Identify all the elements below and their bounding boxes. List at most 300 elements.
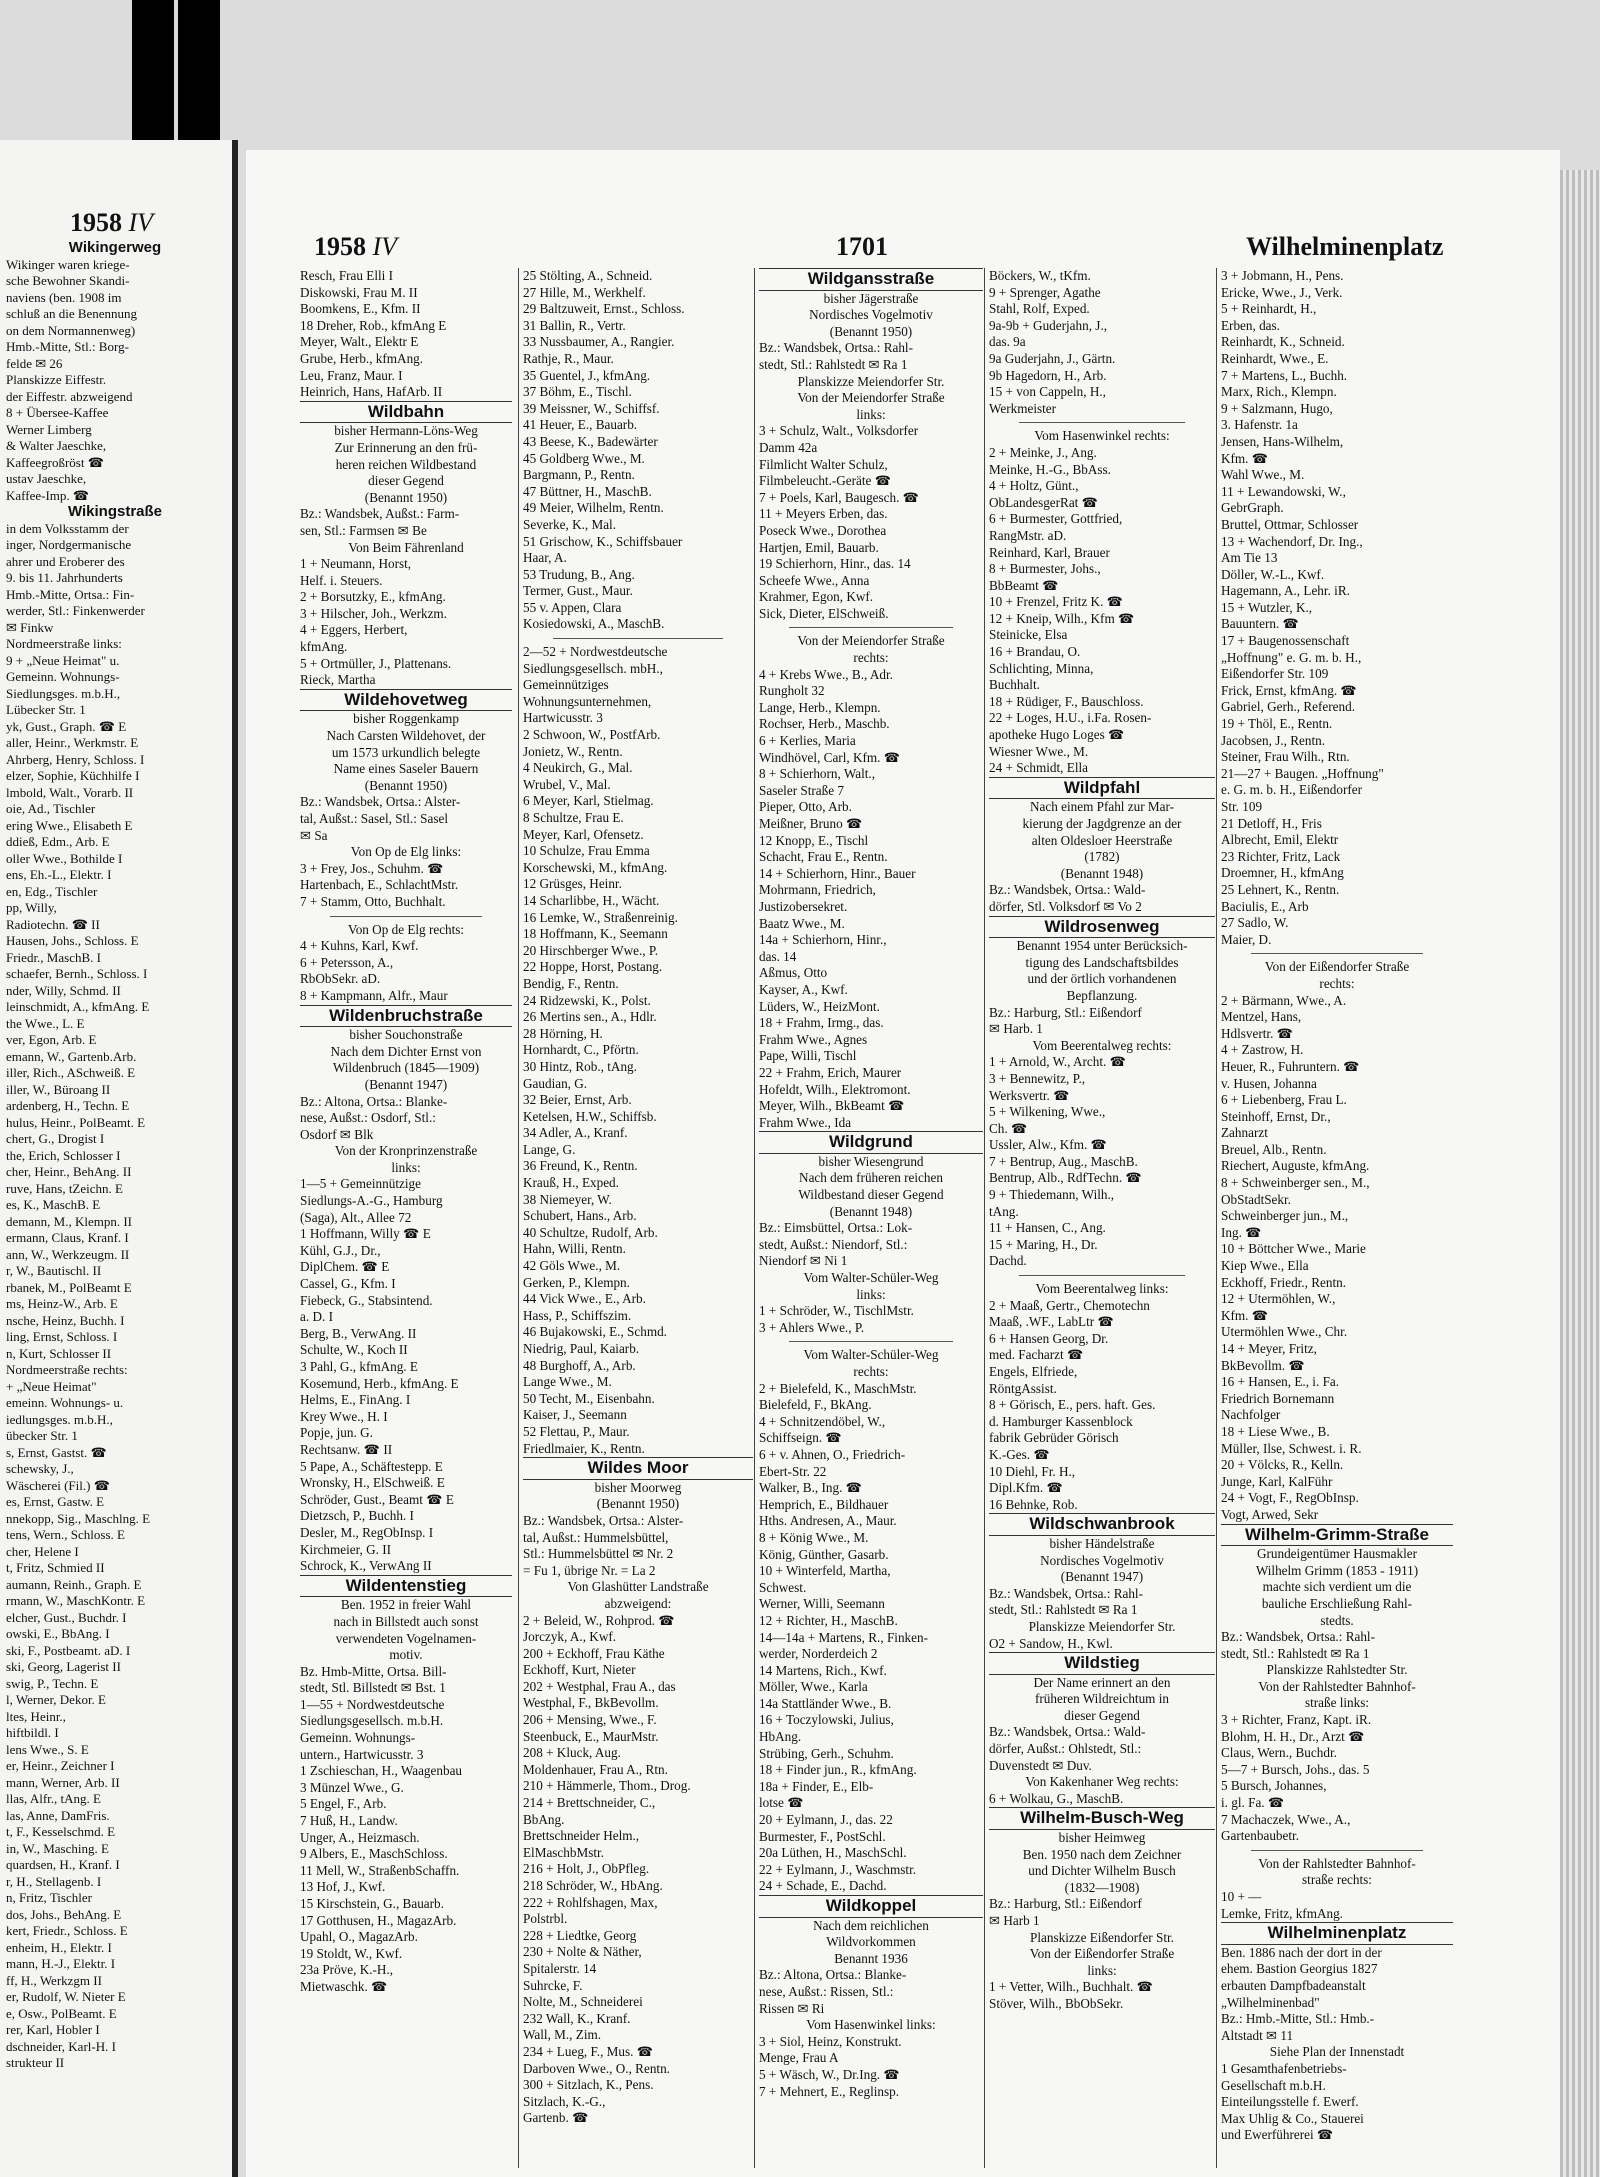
resident-entry: 52 Flettau, P., Maur. <box>523 1423 630 1439</box>
resident-entry: 45 Goldberg Wwe., M. <box>523 450 645 466</box>
resident-entry: 10 Schulze, Frau Emma <box>523 843 650 859</box>
left-page-line: demann, M., Klempn. II <box>6 1213 133 1229</box>
street-note: verwendeten Vogelnamen- <box>335 1630 477 1646</box>
left-page-line: oller Wwe., Bothilde I <box>6 850 123 866</box>
resident-entry: Dachd. <box>989 1253 1027 1269</box>
resident-entry: 1 Hoffmann, Willy ☎ E <box>300 1226 431 1242</box>
left-page-line: on dem Normannenweg) <box>6 322 136 338</box>
section-divider <box>553 638 723 639</box>
left-page-line: Wäscherei (Fil.) ☎ <box>6 1477 110 1493</box>
resident-entry: 16 + Brandau, O. <box>989 644 1081 660</box>
resident-entry: Lange, Herb., Klempn. <box>759 699 881 715</box>
street-note: bauliche Erschließung Rahl- <box>1261 1595 1413 1611</box>
resident-entry: Möller, Wwe., Karla <box>759 1679 868 1695</box>
binding-strip-left <box>132 0 174 150</box>
resident-entry: Stl.: Hummelsbüttel ✉ Nr. 2 <box>523 1546 674 1562</box>
left-page-line: Planskizze Eiffestr. <box>6 372 107 387</box>
resident-entry: Nolte, M., Schneiderei <box>523 1994 643 2010</box>
column-2 <box>518 268 753 2168</box>
resident-entry: 3 + Frey, Jos., Schuhm. ☎ <box>300 860 444 876</box>
left-page-line: schluß an die Benennung <box>6 306 138 321</box>
resident-entry: Max Uhlig & Co., Stauerei <box>1221 2110 1364 2126</box>
resident-entry: Bz.: Wandsbek, Ortsa.: Alster- <box>523 1512 684 1528</box>
left-page-line: ustav Jaeschke, <box>6 471 87 486</box>
street-note: Der Name erinnert an den <box>1033 1674 1171 1690</box>
resident-entry: BbBeamt ☎ <box>989 577 1059 593</box>
left-page-line: felde ✉ 26 <box>6 355 63 371</box>
resident-entry: Duvenstedt ✉ Duv. <box>989 1757 1092 1773</box>
resident-entry: Marx, Rich., Klempn. <box>1221 384 1337 400</box>
left-page-line: r, H., Stellagenb. I <box>6 1873 102 1889</box>
resident-entry: Upahl, O., MagazArb. <box>300 1929 418 1945</box>
resident-entry: 15 + Wutzler, K., <box>1221 599 1313 615</box>
resident-entry: Schröder, Gust., Beamt ☎ E <box>300 1491 454 1507</box>
resident-entry: 202 + Westphal, Frau A., das <box>523 1678 676 1694</box>
resident-entry: Leu, Franz, Maur. I <box>300 367 403 383</box>
left-page-line: iller, Rich., ASchweiß. E <box>6 1065 136 1080</box>
street-note: bisher Roggenkamp <box>353 711 459 727</box>
resident-entry: fabrik Gebrüder Görisch <box>989 1430 1119 1446</box>
street-note: rechts: <box>1319 975 1355 991</box>
street-note: Nach dem reichlichen <box>813 1917 929 1933</box>
left-page-line: lens Wwe., S. E <box>6 1741 89 1757</box>
resident-entry: RangMstr. aD. <box>989 527 1067 543</box>
resident-entry: Bauuntern. ☎ <box>1221 616 1299 632</box>
resident-entry: Gartenbaubetr. <box>1221 1828 1299 1844</box>
resident-entry: Fiebeck, G., Stabsintend. <box>300 1292 433 1308</box>
resident-entry: 3 + Jobmann, H., Pens. <box>1221 268 1344 283</box>
resident-entry: 14 + Meyer, Fritz, <box>1221 1341 1317 1356</box>
resident-entry: Schiffseign. ☎ <box>759 1430 842 1446</box>
resident-entry: Meinke, H.-G., BbAss. <box>989 461 1111 477</box>
left-page-line: Gemeinn. Wohnungs- <box>6 669 120 684</box>
resident-entry: Bentrup, Alb., RdfTechn. ☎ <box>989 1170 1142 1186</box>
resident-entry: Wrubel, V., Mal. <box>523 776 611 792</box>
resident-entry: Spitalerstr. 14 <box>523 1960 597 1976</box>
street-note: Wildbestand dieser Gegend <box>798 1187 944 1203</box>
resident-entry: Maier, D. <box>1221 931 1272 947</box>
resident-entry: stedt, Stl.: Rahlstedt ✉ Ra 1 <box>1221 1645 1370 1661</box>
resident-entry: med. Facharzt ☎ <box>989 1347 1084 1363</box>
resident-entry: 222 + Rohlfshagen, Max, <box>523 1894 658 1910</box>
resident-entry: Engels, Elfriede, <box>989 1364 1078 1379</box>
street-heading: Wildkoppel <box>759 1895 983 1918</box>
left-page-line: Nordmeerstraße links: <box>6 636 122 651</box>
resident-entry: Dipl.Kfm. ☎ <box>989 1480 1063 1496</box>
resident-entry: 11 Mell, W., StraßenbSchaffn. <box>300 1862 460 1878</box>
resident-entry: Termer, Gust., Maur. <box>523 583 633 599</box>
resident-entry: 6 + Burmester, Gottfried, <box>989 511 1123 527</box>
left-page-line: in dem Volksstamm der <box>6 520 129 536</box>
left-page-line: Siedlungsges. m.b.H., <box>6 685 121 701</box>
left-page-line: der Eiffestr. abzweigend <box>6 388 133 404</box>
left-page-line: ddieß, Edm., Arb. E <box>6 834 110 849</box>
resident-entry: Steiner, Frau Wilh., Rtn. <box>1221 749 1350 765</box>
resident-entry: 22 Hoppe, Horst, Postang. <box>523 959 663 975</box>
section-divider <box>789 1341 953 1342</box>
left-page-line: Nordmeerstraße rechts: <box>6 1362 128 1377</box>
resident-entry: 8 Schultze, Frau E. <box>523 810 624 825</box>
resident-entry: 8 + Görisch, E., pers. haft. Ges. <box>989 1397 1156 1413</box>
street-heading: Wilhelminenplatz <box>1221 1922 1453 1945</box>
resident-entry: Bz.: Wandsbek, Außst.: Farm- <box>300 506 460 522</box>
street-note: Grundeigentümer Hausmakler <box>1256 1546 1418 1562</box>
resident-entry: 33 Nussbaumer, A., Rangier. <box>523 334 675 350</box>
left-page-line: Radiotechn. ☎ II <box>6 916 100 932</box>
street-note: Benannt 1936 <box>834 1950 908 1966</box>
resident-entry: 7 Machaczek, Wwe., A., <box>1221 1811 1351 1827</box>
left-page-line: tens, Wern., Schloss. E <box>6 1527 125 1542</box>
resident-entry: 3 + Schulz, Walt., Volksdorfer <box>759 423 919 439</box>
street-note: links: <box>1087 1962 1117 1978</box>
resident-entry: v. Husen, Johanna <box>1221 1075 1317 1091</box>
left-page-line: Hmb.-Mitte, Stl.: Borg- <box>6 339 129 354</box>
resident-entry: Reinhardt, K., Schneid. <box>1221 334 1345 350</box>
resident-entry: Kirchmeier, G. II <box>300 1541 392 1557</box>
resident-entry: 11 + Meyers Erben, das. <box>759 506 888 522</box>
resident-entry: Bz.: Eimsbüttel, Ortsa.: Lok- <box>759 1220 913 1236</box>
resident-entry: Walker, B., Ing. ☎ <box>759 1480 863 1496</box>
resident-entry: Bz. Hmb-Mitte, Ortsa. Bill- <box>300 1663 447 1679</box>
resident-entry: 5 + Wäsch, W., Dr.Ing. ☎ <box>759 2066 900 2082</box>
left-page-line: ardenberg, H., Techn. E <box>6 1098 130 1113</box>
left-page-line: ermann, Claus, Kranf. I <box>6 1230 129 1245</box>
left-page-line: s, Ernst, Gastst. ☎ <box>6 1444 107 1460</box>
street-note: Nach dem früheren reichen <box>799 1170 943 1186</box>
resident-entry: 4 + Eggers, Herbert, <box>300 622 408 638</box>
resident-entry: Cassel, G., Kfm. I <box>300 1276 396 1292</box>
left-page-line: hulus, Heinr., PolBeamt. E <box>6 1114 146 1130</box>
street-heading: Wildstieg <box>989 1652 1215 1675</box>
resident-entry: Saseler Straße 7 <box>759 782 844 798</box>
resident-entry: RöntgAssist. <box>989 1380 1057 1396</box>
resident-entry: Sitzlach, K.-G., <box>523 2093 606 2109</box>
resident-entry: Riechert, Auguste, kfmAng. <box>1221 1158 1370 1174</box>
street-heading: Wildenbruchstraße <box>300 1005 512 1028</box>
street-note: (Benannt 1950) <box>596 1496 680 1512</box>
left-page-line: ens, Eh.-L., Elektr. I <box>6 867 112 882</box>
resident-entry: 22 + Eylmann, J., Waschmstr. <box>759 1861 917 1877</box>
street-note: und der örtlich vorhandenen <box>1027 971 1177 987</box>
resident-entry: 21—27 + Baugen. „Hoffnung" <box>1221 765 1384 781</box>
resident-entry: Gabriel, Gerh., Referend. <box>1221 699 1356 715</box>
resident-entry: 2—52 + Nordwestdeutsche <box>523 644 668 660</box>
street-note: rechts: <box>853 650 889 666</box>
resident-entry: 3 + Richter, Franz, Kapt. iR. <box>1221 1712 1372 1728</box>
resident-entry: Pieper, Otto, Arb. <box>759 799 852 815</box>
resident-entry: Lange, G. <box>523 1141 576 1157</box>
resident-entry: 10 + Frenzel, Fritz K. ☎ <box>989 594 1124 610</box>
resident-entry: 1 Zschieschan, H., Waagenbau <box>300 1763 463 1779</box>
resident-entry: 8 + König Wwe., M. <box>759 1529 869 1545</box>
resident-entry: 26 Mertins sen., A., Hdlr. <box>523 1009 657 1025</box>
resident-entry: 38 Niemeyer, W. <box>523 1191 612 1207</box>
resident-entry: 27 Sadlo, W. <box>1221 915 1289 931</box>
street-note: um 1573 urkundlich belegte <box>331 744 481 760</box>
resident-entry: Hartwicusstr. 3 <box>523 710 603 726</box>
resident-entry: 8 + Schweinberger sen., M., <box>1221 1175 1370 1191</box>
resident-entry: Steinhoff, Ernst, Dr., <box>1221 1108 1331 1124</box>
resident-entry: apotheke Hugo Loges ☎ <box>989 727 1125 743</box>
resident-entry: Boomkens, E., Kfm. II <box>300 301 421 317</box>
left-page-line: en, Edg., Tischler <box>6 883 98 899</box>
resident-entry: „Hoffnung" e. G. m. b. H., <box>1221 649 1362 665</box>
resident-entry: untern., Hartwicusstr. 3 <box>300 1746 424 1762</box>
resident-entry: Aßmus, Otto <box>759 965 828 981</box>
resident-entry: Gerken, P., Klempn. <box>523 1274 630 1290</box>
resident-entry: ElMaschbMstr. <box>523 1844 604 1860</box>
resident-entry: 5 + Reinhardt, H., <box>1221 301 1317 317</box>
resident-entry: Siedlungsgesellsch. mbH., <box>523 660 663 676</box>
resident-entry: 4 + Kuhns, Karl, Kwf. <box>300 938 419 954</box>
street-note: Siehe Plan der Innenstadt <box>1269 2044 1405 2060</box>
resident-entry: Haar, A. <box>523 550 567 566</box>
resident-entry: Hofeldt, Wilh., Elektromont. <box>759 1081 911 1097</box>
resident-entry: das. 14 <box>759 948 797 964</box>
resident-entry: 9a-9b + Guderjahn, J., <box>989 317 1108 333</box>
resident-entry: 300 + Sitzlach, K., Pens. <box>523 2077 654 2093</box>
left-page-line: ltes, Heinr., <box>6 1708 66 1724</box>
resident-entry: Ussler, Alw., Kfm. ☎ <box>989 1137 1107 1153</box>
resident-entry: 11 + Hansen, C., Ang. <box>989 1220 1106 1236</box>
resident-entry: Gartenb. ☎ <box>523 2110 589 2126</box>
left-page-line: mann, Werner, Arb. II <box>6 1774 120 1790</box>
resident-entry: tal, Außst.: Sasel, Stl.: Sasel <box>300 811 448 826</box>
street-note: kierung der Jagdgrenze an der <box>1022 816 1182 831</box>
resident-entry: 37 Böhm, E., Tischl. <box>523 384 632 400</box>
section-divider <box>789 627 953 628</box>
left-page-line: 9 + „Neue Heimat" u. <box>6 652 120 668</box>
resident-entry: 234 + Lueg, F., Mus. ☎ <box>523 2043 654 2059</box>
resident-entry: BkBevollm. ☎ <box>1221 1357 1305 1373</box>
street-note: bisher Moorweg <box>594 1479 682 1495</box>
street-heading: Wildrosenweg <box>989 916 1215 939</box>
resident-entry: Ben. 1886 nach der dort in der <box>1221 1944 1382 1960</box>
street-note: Nach Carsten Wildehovet, der <box>326 728 486 744</box>
resident-entry: Ch. ☎ <box>989 1120 1028 1136</box>
resident-entry: DiplChem. ☎ E <box>300 1259 390 1275</box>
resident-entry: 10 + Böttcher Wwe., Marie <box>1221 1241 1366 1257</box>
column-3 <box>754 268 983 2168</box>
resident-entry: Hahn, Willi, Rentn. <box>523 1241 626 1257</box>
street-note: Ben. 1952 in freier Wahl <box>340 1597 472 1613</box>
resident-entry: Gemeinn. Wohnungs- <box>300 1730 416 1746</box>
left-page-line: t, F., Kesselschmd. E <box>6 1824 116 1839</box>
column-1 <box>300 268 512 2168</box>
resident-entry: 6 Meyer, Karl, Stielmag. <box>523 793 654 809</box>
resident-entry: Bz.: Wandsbek, Ortsa.: Wald- <box>989 882 1146 898</box>
left-page-line: the, Erich, Schlosser I <box>6 1147 121 1163</box>
left-page-line: dschneider, Karl-H. I <box>6 2038 116 2054</box>
resident-entry: 4 + Zastrow, H. <box>1221 1042 1304 1058</box>
resident-entry: 43 Beese, K., Badewärter <box>523 433 658 449</box>
left-page-header <box>70 208 153 238</box>
left-page <box>0 140 238 2177</box>
left-page-line: llas, Alfr., tAng. E <box>6 1791 101 1806</box>
left-page-line: ling, Ernst, Schloss. I <box>6 1329 118 1344</box>
resident-entry: Rochser, Herb., Maschb. <box>759 716 890 732</box>
resident-entry: Bz.: Altona, Ortsa.: Blanke- <box>759 1967 907 1983</box>
resident-entry: Nachfolger <box>1221 1407 1281 1423</box>
resident-entry: Lemke, Fritz, kfmAng. <box>1221 1905 1343 1921</box>
resident-entry: 2 + Beleid, W., Rohprod. ☎ <box>523 1612 675 1628</box>
resident-entry: 2 + Meinke, J., Ang. <box>989 444 1097 460</box>
resident-entry: Hartenbach, E., SchlachtMstr. <box>300 877 459 893</box>
resident-entry: Bielefeld, F., BkAng. <box>759 1397 872 1413</box>
resident-entry: Niedrig, Paul, Kaiarb. <box>523 1341 640 1356</box>
resident-entry: Severke, K., Mal. <box>523 516 617 532</box>
street-note: Wildenbruch (1845—1909) <box>332 1060 480 1076</box>
resident-entry: 35 Guentel, J., kfmAng. <box>523 367 651 383</box>
left-page-line: 9. bis 11. Jahrhunderts <box>6 570 123 585</box>
resident-entry: 9b Hagedorn, H., Arb. <box>989 367 1107 383</box>
resident-entry: 20 + Eylmann, J., das. 22 <box>759 1812 893 1828</box>
left-page-line: owski, E., BbAng. I <box>6 1626 110 1641</box>
street-note: straße rechts: <box>1302 1872 1372 1888</box>
street-heading: Wildgrund <box>759 1131 983 1154</box>
street-note: alten Oldesloer Heerstraße <box>1031 832 1173 848</box>
left-page-line: + „Neue Heimat" <box>6 1378 97 1394</box>
resident-entry: 12 + Kneip, Wilh., Kfm ☎ <box>989 610 1135 626</box>
street-note: Zur Erinnerung an den frü- <box>334 439 478 455</box>
resident-entry: Grube, Herb., kfmAng. <box>300 350 424 366</box>
resident-entry: dörfer, Stl. Volksdorf ✉ Vo 2 <box>989 898 1142 914</box>
resident-entry: Kfm. ☎ <box>1221 450 1269 466</box>
resident-entry: Burmester, F., PostSchl. <box>759 1828 886 1844</box>
resident-entry: Bz.: Harburg, Stl.: Eißendorf <box>989 1004 1142 1020</box>
street-note: Ben. 1950 nach dem Zeichner <box>1022 1846 1182 1862</box>
resident-entry: 9 + Sprenger, Agathe <box>989 284 1101 300</box>
resident-entry: Döller, W.-L., Kwf. <box>1221 566 1325 582</box>
street-note: Von Op de Elg rechts: <box>347 921 465 937</box>
resident-entry: 9a Guderjahn, J., Gärtn. <box>989 350 1116 366</box>
resident-entry: 7 Huß, H., Landw. <box>300 1813 398 1829</box>
left-page-line: inger, Nordgermanische <box>6 537 132 552</box>
resident-entry: 9 + Salzmann, Hugo, <box>1221 400 1333 416</box>
resident-entry: „Wilhelminenbad" <box>1221 1994 1320 2010</box>
resident-entry: 3 + Bennewitz, P., <box>989 1070 1086 1086</box>
resident-entry: Hass, P., Schiffszim. <box>523 1307 632 1323</box>
left-page-line: schaefer, Bernh., Schloss. I <box>6 966 148 981</box>
resident-entry: 47 Büttner, H., MaschB. <box>523 483 652 499</box>
resident-entry: 20a Lüthen, H., MaschSchl. <box>759 1845 907 1861</box>
street-note: Von Op de Elg links: <box>350 844 462 860</box>
resident-entry: 232 Wall, K., Kranf. <box>523 2010 631 2026</box>
left-page-line: 8 + Übersee-Kaffee <box>6 405 109 420</box>
left-page-line: las, Anne, DamFris. <box>6 1807 110 1823</box>
section-divider <box>1019 422 1185 423</box>
left-page-year: 1958 <box>70 208 122 237</box>
resident-entry: 20 + Völcks, R., Kelln. <box>1221 1457 1344 1473</box>
resident-entry: Hemprich, E., Bildhauer <box>759 1496 889 1512</box>
left-page-line: nsche, Heinz, Buchh. I <box>6 1312 125 1328</box>
resident-entry: Jacobsen, J., Rentn. <box>1221 732 1326 748</box>
resident-entry: 14 Martens, Rich., Kwf. <box>759 1662 887 1678</box>
resident-entry: Rechtsanw. ☎ II <box>300 1441 393 1457</box>
resident-entry: Bz.: Wandsbek, Ortsa.: Alster- <box>300 794 461 810</box>
resident-entry: Am Tie 13 <box>1221 550 1278 566</box>
resident-entry: Werksvertr. ☎ <box>989 1087 1070 1103</box>
resident-entry: 18 + Liese Wwe., B. <box>1221 1423 1330 1439</box>
street-note: (1782) <box>1084 849 1120 865</box>
left-page-line: leinschmidt, A., kfmAng. E <box>6 999 150 1014</box>
street-note: links: <box>856 1286 886 1302</box>
resident-entry: Meyer, Walt., Elektr E <box>300 334 419 350</box>
resident-entry: 7 + Stamm, Otto, Buchhalt. <box>300 893 446 909</box>
resident-entry: (Saga), Alt., Allee 72 <box>300 1209 412 1225</box>
resident-entry: Altstadt ✉ 11 <box>1221 2027 1294 2043</box>
resident-entry: 16 Behnke, Rob. <box>989 1496 1078 1512</box>
left-page-line: emann, W., Gartenb.Arb. <box>6 1048 137 1064</box>
street-note: Von der Eißendorfer Straße <box>1029 1946 1175 1962</box>
resident-entry: 20 Hirschberger Wwe., P. <box>523 942 659 958</box>
left-page-line: quardsen, H., Kranf. I <box>6 1857 120 1872</box>
resident-entry: lotse ☎ <box>759 1795 804 1811</box>
resident-entry: Müller, Ilse, Schwest. i. R. <box>1221 1440 1362 1456</box>
street-note: nach in Billstedt auch sonst <box>333 1613 479 1629</box>
resident-entry: Unger, A., Heizmasch. <box>300 1829 420 1845</box>
resident-entry: Rissen ✉ Ri <box>759 2000 825 2016</box>
resident-entry: 7 + Poels, Karl, Baugesch. ☎ <box>759 489 920 505</box>
street-note: Name eines Saseler Bauern <box>333 761 479 777</box>
resident-entry: 46 Bujakowski, E., Schmd. <box>523 1324 667 1340</box>
left-page-line: Wikinger waren kriege- <box>6 256 130 272</box>
left-page-line: aumann, Reinh., Graph. E <box>6 1576 142 1592</box>
left-page-line: elzer, Sophie, Küchhilfe I <box>6 768 140 783</box>
resident-entry: Pape, Willi, Tischl <box>759 1048 857 1064</box>
left-page-line: hiftbildl. I <box>6 1725 59 1740</box>
resident-entry: und Ewerführerei ☎ <box>1221 2127 1334 2143</box>
left-page-line: pp, Willy, <box>6 900 57 915</box>
left-page-line: es, K., MaschB. E <box>6 1197 101 1212</box>
resident-entry: Resch, Frau Elli I <box>300 268 394 283</box>
left-page-line: es, Ernst, Gastw. E <box>6 1494 105 1509</box>
street-note: bisher Wiesengrund <box>818 1153 924 1169</box>
resident-entry: Frick, Ernst, kfmAng. ☎ <box>1221 682 1357 698</box>
resident-entry: 51 Grischow, K., Schiffsbauer <box>523 533 683 549</box>
resident-entry: Baciulis, E., Arb <box>1221 898 1309 914</box>
running-title: Wilhelminenplatz <box>1246 232 1444 261</box>
resident-entry: Stahl, Rolf, Exped. <box>989 301 1090 317</box>
resident-entry: Albrecht, Emil, Elektr <box>1221 832 1339 848</box>
left-page-line: rmann, W., MaschKontr. E <box>6 1593 146 1608</box>
resident-entry: 29 Baltzuweit, Ernst., Schloss. <box>523 301 685 317</box>
resident-entry: Poseck Wwe., Dorothea <box>759 522 887 538</box>
resident-entry: 42 Göls Wwe., M. <box>523 1258 621 1274</box>
resident-entry: Wahl Wwe., M. <box>1221 467 1305 483</box>
resident-entry: Frahm Wwe., Agnes <box>759 1031 868 1047</box>
resident-entry: 10 + — <box>1221 1889 1262 1904</box>
left-page-line: iedlungsges. m.b.H., <box>6 1411 113 1427</box>
resident-entry: 2 Schwoon, W., PostfArb. <box>523 727 661 743</box>
resident-entry: 31 Ballin, R., Vertr. <box>523 317 626 333</box>
street-note: bisher Händelstraße <box>1049 1535 1155 1551</box>
street-heading: Wildschwanbrook <box>989 1513 1215 1536</box>
left-page-line: n, Fritz, Tischler <box>6 1890 92 1905</box>
left-page-line: the Wwe., L. E <box>6 1015 85 1031</box>
resident-entry: 5—7 + Bursch, Johs., das. 5 <box>1221 1761 1370 1777</box>
resident-entry: 1 + Arnold, W., Archt. ☎ <box>989 1054 1127 1070</box>
street-note: Von der Eißendorfer Straße <box>1264 959 1410 975</box>
resident-entry: Kaiser, J., Seemann <box>523 1407 627 1423</box>
left-page-line: emeinn. Wohnungs- u. <box>6 1395 124 1410</box>
resident-entry: Westphal, F., BkBevollm. <box>523 1695 659 1711</box>
resident-entry: 3. Hafenstr. 1a <box>1221 417 1298 433</box>
left-page-line: ann, W., Werkzeugm. II <box>6 1246 130 1262</box>
street-note: dieser Gegend <box>1064 1707 1140 1723</box>
street-heading: Wildentenstieg <box>300 1575 512 1598</box>
resident-entry: erbauten Dampfbadeanstalt <box>1221 1977 1366 1993</box>
